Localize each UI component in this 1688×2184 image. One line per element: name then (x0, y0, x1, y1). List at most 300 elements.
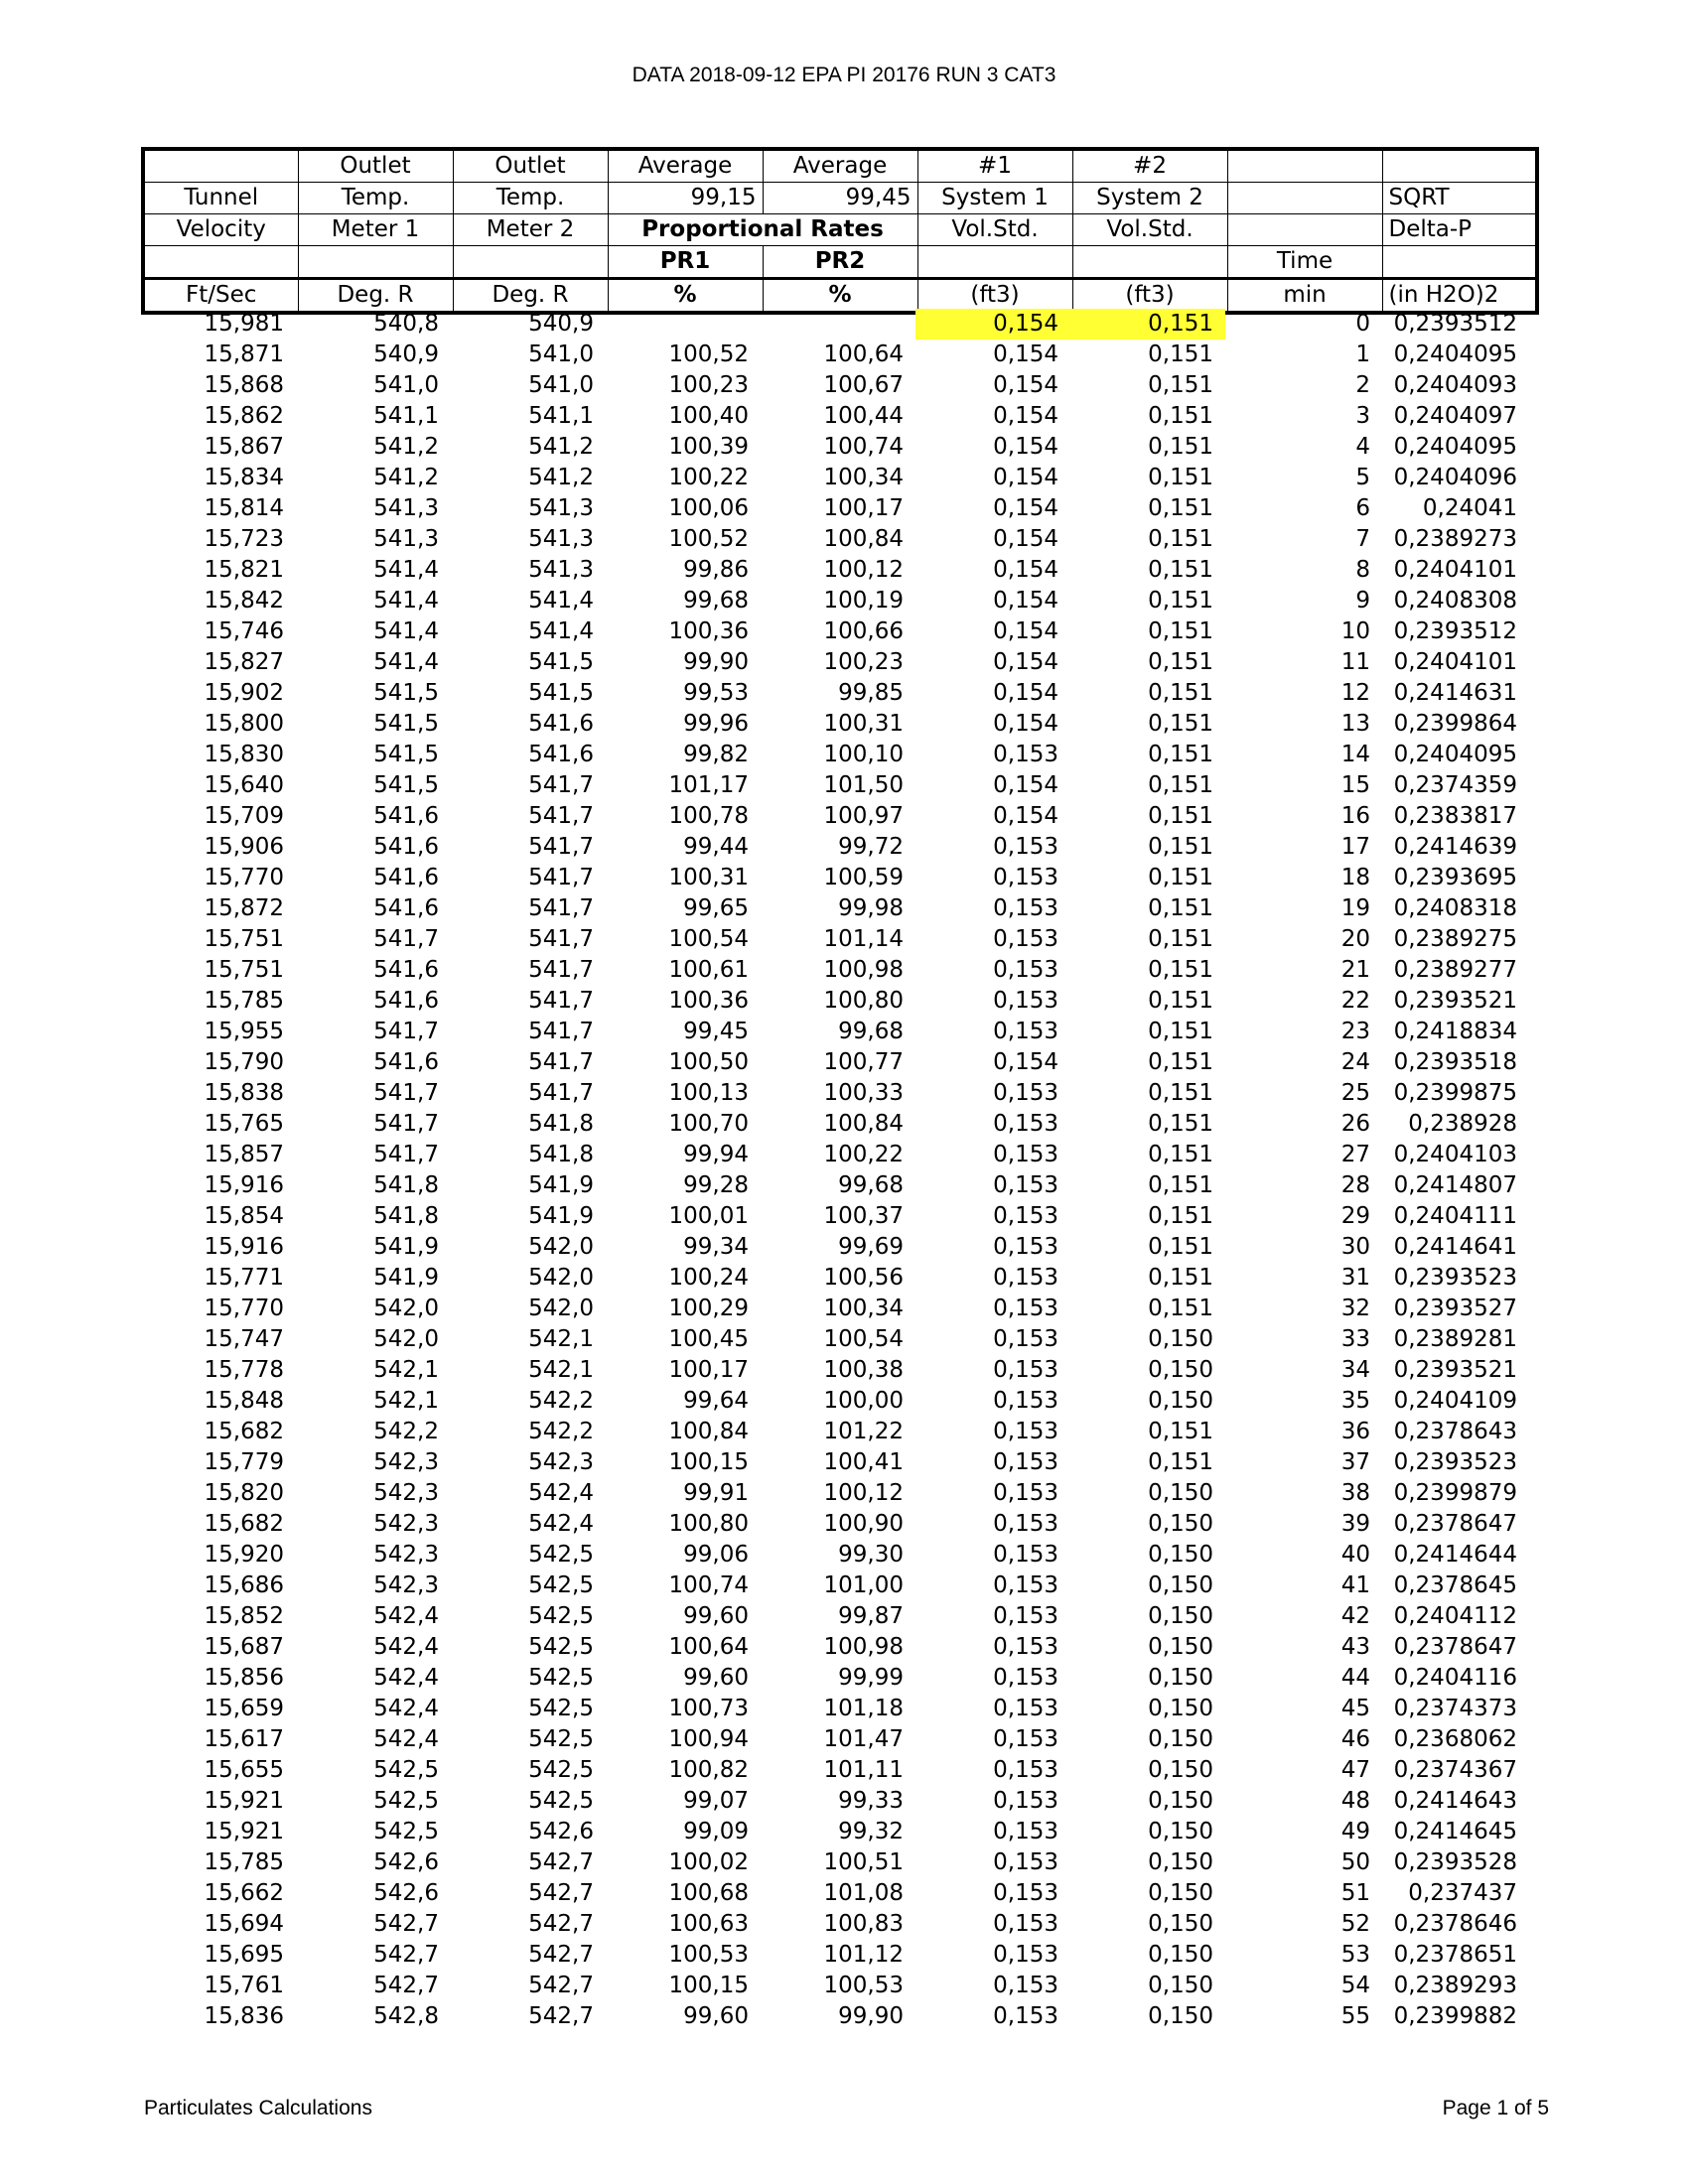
pr2-cell: 100,33 (823, 1080, 904, 1106)
time-cell: 37 (1340, 1449, 1370, 1475)
pr1-cell: 99,60 (683, 1603, 749, 1629)
pr1-cell: 100,61 (668, 957, 749, 983)
meter1-temp-cell: 541,6 (373, 1049, 439, 1075)
pr2-cell: 100,38 (823, 1357, 904, 1383)
pr1-cell: 100,31 (668, 865, 749, 890)
pr2-cell: 99,68 (838, 1019, 904, 1044)
meter1-temp-cell: 541,3 (373, 495, 439, 521)
system2-volume-cell: 0,151 (1148, 526, 1213, 552)
header-cell (143, 149, 298, 183)
time-cell: 22 (1340, 988, 1370, 1014)
table-row (145, 801, 1527, 832)
velocity-cell: 15,868 (204, 372, 284, 398)
table-row (145, 1909, 1527, 1940)
time-cell: 32 (1340, 1296, 1370, 1321)
time-cell: 3 (1355, 403, 1370, 429)
table-row (145, 2001, 1527, 2032)
system1-volume-cell: 0,154 (993, 649, 1058, 675)
meter2-temp-cell: 542,0 (528, 1234, 594, 1260)
meter1-temp-cell: 541,7 (373, 1019, 439, 1044)
velocity-cell: 15,751 (204, 957, 284, 983)
sqrt-delta-p-cell: 0,2414641 (1393, 1234, 1517, 1260)
system2-volume-cell: 0,151 (1148, 434, 1213, 460)
velocity-cell: 15,771 (204, 1265, 284, 1291)
sqrt-delta-p-cell: 0,2414631 (1393, 680, 1517, 706)
time-cell: 20 (1340, 926, 1370, 952)
pr2-cell: 99,99 (838, 1665, 904, 1691)
time-cell: 46 (1340, 1726, 1370, 1752)
meter1-temp-cell: 541,2 (373, 434, 439, 460)
system2-volume-cell: 0,150 (1148, 1911, 1213, 1937)
meter1-temp-cell: 542,2 (373, 1419, 439, 1444)
velocity-cell: 15,790 (204, 1049, 284, 1075)
system2-volume-cell: 0,150 (1148, 1696, 1213, 1721)
system2-volume-cell: 0,151 (1148, 1419, 1213, 1444)
header-cell: Time (1227, 246, 1382, 279)
meter2-temp-cell: 542,7 (528, 1880, 594, 1906)
header-cell: Vol.Std. (917, 214, 1072, 246)
header-cell (1382, 246, 1537, 279)
meter1-temp-cell: 540,8 (373, 311, 439, 337)
system2-volume-cell: 0,151 (1148, 557, 1213, 583)
velocity-cell: 15,687 (204, 1634, 284, 1660)
average-pr1-value: 99,15 (608, 183, 763, 214)
system2-volume-cell: 0,151 (1148, 1172, 1213, 1198)
sqrt-delta-p-cell: 0,2389273 (1393, 526, 1517, 552)
meter2-temp-cell: 542,3 (528, 1449, 594, 1475)
system1-volume-cell: 0,154 (993, 772, 1058, 798)
pr1-cell: 100,22 (668, 465, 749, 490)
pr2-cell: 100,90 (823, 1511, 904, 1537)
velocity-cell: 15,765 (204, 1111, 284, 1137)
header-cell: Velocity (143, 214, 298, 246)
meter1-temp-cell: 542,3 (373, 1572, 439, 1598)
time-cell: 51 (1340, 1880, 1370, 1906)
system1-volume-cell: 0,153 (993, 1080, 1058, 1106)
velocity-cell: 15,827 (204, 649, 284, 675)
header-row-5 (143, 279, 1537, 314)
meter2-temp-cell: 542,0 (528, 1296, 594, 1321)
meter2-temp-cell: 542,7 (528, 1849, 594, 1875)
pr1-cell: 100,63 (668, 1911, 749, 1937)
table-row (145, 740, 1527, 770)
velocity-cell: 15,820 (204, 1480, 284, 1506)
pr1-cell: 100,78 (668, 803, 749, 829)
meter1-temp-cell: 541,6 (373, 834, 439, 860)
system2-volume-cell: 0,151 (1148, 649, 1213, 675)
meter2-temp-cell: 541,2 (528, 434, 594, 460)
meter2-temp-cell: 542,5 (528, 1634, 594, 1660)
system2-volume-cell: 0,150 (1148, 1942, 1213, 1968)
table-row (145, 1817, 1527, 1847)
table-row (145, 1786, 1527, 1817)
pr2-cell: 99,68 (838, 1172, 904, 1198)
system2-volume-cell: 0,151 (1148, 1019, 1213, 1044)
meter2-temp-cell: 541,7 (528, 1080, 594, 1106)
pr2-cell: 101,12 (823, 1942, 904, 1968)
table-row (145, 1232, 1527, 1263)
sqrt-delta-p-cell: 0,2378645 (1393, 1572, 1517, 1598)
header-cell: Ft/Sec (143, 279, 298, 314)
pr2-cell: 99,87 (838, 1603, 904, 1629)
pr2-cell: 100,84 (823, 1111, 904, 1137)
sqrt-delta-p-cell: 0,2404111 (1393, 1203, 1517, 1229)
velocity-cell: 15,955 (204, 1019, 284, 1044)
velocity-cell: 15,770 (204, 865, 284, 890)
meter2-temp-cell: 541,2 (528, 465, 594, 490)
velocity-cell: 15,709 (204, 803, 284, 829)
system1-volume-cell: 0,154 (993, 526, 1058, 552)
pr1-cell: 100,15 (668, 1973, 749, 1998)
system2-volume-cell: 0,151 (1148, 680, 1213, 706)
meter1-temp-cell: 542,4 (373, 1696, 439, 1721)
pr2-cell: 100,41 (823, 1449, 904, 1475)
header-cell (1227, 214, 1382, 246)
header-cell: Meter 2 (453, 214, 608, 246)
meter2-temp-cell: 541,5 (528, 680, 594, 706)
pr1-cell: 100,02 (668, 1849, 749, 1875)
sqrt-delta-p-cell: 0,2414644 (1393, 1542, 1517, 1568)
header-row-3 (143, 214, 1537, 246)
sqrt-delta-p-cell: 0,2389275 (1393, 926, 1517, 952)
velocity-cell: 15,834 (204, 465, 284, 490)
pr1-cell: 100,15 (668, 1449, 749, 1475)
document-title: DATA 2018-09-12 EPA PI 20176 RUN 3 CAT3 (632, 64, 1056, 86)
system1-volume-cell: 0,153 (993, 1142, 1058, 1167)
table-row (145, 1047, 1527, 1078)
meter2-temp-cell: 541,7 (528, 772, 594, 798)
meter2-temp-cell: 541,8 (528, 1142, 594, 1167)
velocity-cell: 15,830 (204, 742, 284, 767)
velocity-cell: 15,852 (204, 1603, 284, 1629)
system2-volume-cell: 0,151 (1148, 834, 1213, 860)
system2-volume-cell: 0,150 (1148, 1542, 1213, 1568)
velocity-cell: 15,862 (204, 403, 284, 429)
velocity-cell: 15,694 (204, 1911, 284, 1937)
sqrt-delta-p-cell: 0,2404095 (1393, 434, 1517, 460)
sqrt-delta-p-cell: 0,2374373 (1393, 1696, 1517, 1721)
time-cell: 17 (1340, 834, 1370, 860)
time-cell: 14 (1340, 742, 1370, 767)
system2-volume-cell: 0,151 (1148, 742, 1213, 767)
header-cell: Deg. R (453, 279, 608, 314)
system2-volume-cell: 0,151 (1148, 1049, 1213, 1075)
pr2-cell: 100,10 (823, 742, 904, 767)
header-cell: Outlet (298, 149, 453, 183)
table-row (145, 1263, 1527, 1294)
system1-volume-cell: 0,154 (993, 557, 1058, 583)
meter1-temp-cell: 542,6 (373, 1849, 439, 1875)
velocity-cell: 15,682 (204, 1511, 284, 1537)
pr1-cell: 99,34 (683, 1234, 749, 1260)
table-row (145, 1294, 1527, 1324)
velocity-cell: 15,921 (204, 1788, 284, 1814)
system2-volume-cell: 0,150 (1148, 1726, 1213, 1752)
pr1-cell: 99,96 (683, 711, 749, 737)
meter2-temp-cell: 542,5 (528, 1726, 594, 1752)
meter1-temp-cell: 541,7 (373, 1080, 439, 1106)
meter2-temp-cell: 542,7 (528, 1911, 594, 1937)
pr1-cell: 99,94 (683, 1142, 749, 1167)
meter1-temp-cell: 541,5 (373, 680, 439, 706)
table-row (145, 770, 1527, 801)
velocity-cell: 15,814 (204, 495, 284, 521)
sqrt-delta-p-cell: 0,2399879 (1393, 1480, 1517, 1506)
system1-volume-cell: 0,153 (993, 1819, 1058, 1844)
pr2-cell: 100,66 (823, 618, 904, 644)
pr2-cell: 100,31 (823, 711, 904, 737)
header-cell: Average (763, 149, 917, 183)
pr1-cell: 100,73 (668, 1696, 749, 1721)
time-cell: 2 (1355, 372, 1370, 398)
system2-volume-cell: 0,150 (1148, 1634, 1213, 1660)
meter1-temp-cell: 542,3 (373, 1511, 439, 1537)
system1-volume-cell: 0,153 (993, 1696, 1058, 1721)
pr2-cell: 99,72 (838, 834, 904, 860)
meter2-temp-cell: 541,7 (528, 1049, 594, 1075)
sqrt-delta-p-cell: 0,2378651 (1393, 1942, 1517, 1968)
table-row (145, 986, 1527, 1017)
pr1-cell: 100,06 (668, 495, 749, 521)
system2-volume-cell: 0,151 (1148, 465, 1213, 490)
system2-volume-cell: 0,150 (1148, 1757, 1213, 1783)
meter1-temp-cell: 542,3 (373, 1542, 439, 1568)
time-cell: 44 (1340, 1665, 1370, 1691)
meter1-temp-cell: 542,4 (373, 1634, 439, 1660)
sqrt-delta-p-cell: 0,2368062 (1393, 1726, 1517, 1752)
table-row (145, 1601, 1527, 1632)
system1-volume-cell: 0,153 (993, 2003, 1058, 2029)
time-cell: 9 (1355, 588, 1370, 614)
sqrt-delta-p-cell: 0,2404095 (1393, 742, 1517, 767)
velocity-cell: 15,836 (204, 2003, 284, 2029)
velocity-cell: 15,746 (204, 618, 284, 644)
meter2-temp-cell: 542,5 (528, 1572, 594, 1598)
velocity-cell: 15,682 (204, 1419, 284, 1444)
pr1-cell: 99,60 (683, 2003, 749, 2029)
velocity-cell: 15,770 (204, 1296, 284, 1321)
pr2-cell: 101,11 (823, 1757, 904, 1783)
meter1-temp-cell: 541,5 (373, 711, 439, 737)
pr1-cell: 100,39 (668, 434, 749, 460)
system2-volume-cell: 0,151 (1148, 1203, 1213, 1229)
sqrt-delta-p-cell: 0,2404093 (1393, 372, 1517, 398)
pr1-cell: 100,40 (668, 403, 749, 429)
sqrt-delta-p-cell: 0,2393527 (1393, 1296, 1517, 1321)
time-cell: 28 (1340, 1172, 1370, 1198)
system2-volume-cell: 0,150 (1148, 1849, 1213, 1875)
system1-volume-cell: 0,153 (993, 1603, 1058, 1629)
pr1-cell: 99,68 (683, 588, 749, 614)
pr1-cell: 100,52 (668, 341, 749, 367)
meter2-temp-cell: 541,3 (528, 495, 594, 521)
meter1-temp-cell: 542,7 (373, 1942, 439, 1968)
meter2-temp-cell: 541,7 (528, 834, 594, 860)
table-row (145, 1540, 1527, 1570)
system1-volume-cell: 0,154 (915, 309, 1070, 340)
system2-volume-cell: 0,151 (1148, 803, 1213, 829)
pr1-cell: 99,06 (683, 1542, 749, 1568)
header-cell: SQRT (1382, 183, 1537, 214)
header-cell: Delta-P (1382, 214, 1537, 246)
sqrt-delta-p-cell: 0,2393523 (1393, 1265, 1517, 1291)
meter2-temp-cell: 542,5 (528, 1788, 594, 1814)
table-row (145, 1663, 1527, 1694)
system1-volume-cell: 0,153 (993, 957, 1058, 983)
table-row (145, 1447, 1527, 1478)
pr1-cell: 99,44 (683, 834, 749, 860)
pr2-cell: 100,17 (823, 495, 904, 521)
sqrt-delta-p-cell: 0,2414807 (1393, 1172, 1517, 1198)
system1-volume-cell: 0,153 (993, 1111, 1058, 1137)
meter1-temp-cell: 542,0 (373, 1296, 439, 1321)
pr1-cell: 100,74 (668, 1572, 749, 1598)
system2-volume-cell: 0,151 (1148, 772, 1213, 798)
meter1-temp-cell: 540,9 (373, 341, 439, 367)
table-row (145, 555, 1527, 586)
meter1-temp-cell: 541,3 (373, 526, 439, 552)
velocity-cell: 15,921 (204, 1819, 284, 1844)
system2-volume-cell: 0,150 (1148, 2003, 1213, 2029)
velocity-cell: 15,842 (204, 588, 284, 614)
meter2-temp-cell: 541,5 (528, 649, 594, 675)
meter1-temp-cell: 541,6 (373, 803, 439, 829)
pr1-cell: 100,53 (668, 1942, 749, 1968)
meter2-temp-cell: 541,7 (528, 895, 594, 921)
meter2-temp-cell: 541,0 (528, 341, 594, 367)
table-row (145, 309, 1527, 340)
velocity-cell: 15,906 (204, 834, 284, 860)
pr2-cell: 100,23 (823, 649, 904, 675)
velocity-cell: 15,659 (204, 1696, 284, 1721)
table-row (145, 1478, 1527, 1509)
time-cell: 31 (1340, 1265, 1370, 1291)
average-pr2-value: 99,45 (763, 183, 917, 214)
pr2-cell: 100,98 (823, 957, 904, 983)
system1-volume-cell: 0,154 (993, 588, 1058, 614)
sqrt-delta-p-cell: 0,2404097 (1393, 403, 1517, 429)
meter2-temp-cell: 541,3 (528, 526, 594, 552)
table-row (145, 524, 1527, 555)
table-row (145, 863, 1527, 893)
header-cell: Temp. (453, 183, 608, 214)
velocity-cell: 15,655 (204, 1757, 284, 1783)
header-cell (298, 246, 453, 279)
velocity-cell: 15,751 (204, 926, 284, 952)
time-cell: 43 (1340, 1634, 1370, 1660)
header-cell (453, 246, 608, 279)
meter1-temp-cell: 542,7 (373, 1911, 439, 1937)
meter1-temp-cell: 541,6 (373, 957, 439, 983)
header-cell: % (608, 279, 763, 314)
pr2-cell: 101,18 (823, 1696, 904, 1721)
pr1-cell: 99,28 (683, 1172, 749, 1198)
system1-volume-cell: 0,153 (993, 1634, 1058, 1660)
velocity-cell: 15,916 (204, 1172, 284, 1198)
system1-volume-cell: 0,154 (993, 403, 1058, 429)
system1-volume-cell: 0,153 (993, 1942, 1058, 1968)
meter2-temp-cell: 542,7 (528, 1973, 594, 1998)
pr1-cell: 100,82 (668, 1757, 749, 1783)
meter1-temp-cell: 542,1 (373, 1357, 439, 1383)
time-cell: 4 (1355, 434, 1370, 460)
sqrt-delta-p-cell: 0,2414639 (1393, 834, 1517, 860)
time-cell: 26 (1340, 1111, 1370, 1137)
table-row (145, 1509, 1527, 1540)
header-cell: Tunnel (143, 183, 298, 214)
header-cell: (ft3) (917, 279, 1072, 314)
time-cell: 0 (1355, 311, 1370, 337)
meter2-temp-cell: 541,7 (528, 926, 594, 952)
system1-volume-cell: 0,153 (993, 988, 1058, 1014)
pr1-cell: 100,50 (668, 1049, 749, 1075)
sqrt-delta-p-cell: 0,238928 (1408, 1111, 1517, 1137)
table-row (145, 955, 1527, 986)
velocity-cell: 15,920 (204, 1542, 284, 1568)
header-cell: Vol.Std. (1072, 214, 1227, 246)
velocity-cell: 15,617 (204, 1726, 284, 1752)
sqrt-delta-p-cell: 0,2393521 (1393, 1357, 1517, 1383)
header-cell: PR1 (608, 246, 763, 279)
pr2-cell: 101,08 (823, 1880, 904, 1906)
time-cell: 38 (1340, 1480, 1370, 1506)
table-row (145, 924, 1527, 955)
system2-volume-cell: 0,151 (1148, 957, 1213, 983)
pr2-cell: 100,12 (823, 557, 904, 583)
system2-volume-cell: 0,151 (1148, 588, 1213, 614)
pr1-cell: 99,86 (683, 557, 749, 583)
pr1-cell: 100,13 (668, 1080, 749, 1106)
velocity-cell: 15,981 (204, 311, 284, 337)
pr1-cell: 100,52 (668, 526, 749, 552)
system2-volume-cell: 0,150 (1148, 1511, 1213, 1537)
system2-volume-cell: 0,151 (1148, 988, 1213, 1014)
system1-volume-cell: 0,153 (993, 1388, 1058, 1414)
pr1-cell: 99,09 (683, 1819, 749, 1844)
system1-volume-cell: 0,154 (993, 341, 1058, 367)
pr1-cell: 101,17 (668, 772, 749, 798)
pr2-cell: 100,00 (823, 1388, 904, 1414)
time-cell: 39 (1340, 1511, 1370, 1537)
system2-volume-cell: 0,151 (1148, 403, 1213, 429)
pr2-cell: 101,14 (823, 926, 904, 952)
meter2-temp-cell: 541,3 (528, 557, 594, 583)
header-row-1 (143, 149, 1537, 183)
pr2-cell: 100,74 (823, 434, 904, 460)
header-cell: #1 (917, 149, 1072, 183)
time-cell: 24 (1340, 1049, 1370, 1075)
table-row (145, 1878, 1527, 1909)
sqrt-delta-p-cell: 0,2393512 (1393, 618, 1517, 644)
pr2-cell: 100,59 (823, 865, 904, 890)
system2-volume-cell: 0,151 (1148, 1142, 1213, 1167)
meter2-temp-cell: 541,6 (528, 711, 594, 737)
pr2-cell: 99,33 (838, 1788, 904, 1814)
pr1-cell: 99,91 (683, 1480, 749, 1506)
pr2-cell (761, 309, 915, 340)
sqrt-delta-p-cell: 0,2399875 (1393, 1080, 1517, 1106)
time-cell: 34 (1340, 1357, 1370, 1383)
pr2-cell: 100,67 (823, 372, 904, 398)
pr1-cell: 100,45 (668, 1326, 749, 1352)
header-cell (1072, 246, 1227, 279)
meter1-temp-cell: 541,0 (373, 372, 439, 398)
sqrt-delta-p-cell: 0,2404116 (1393, 1665, 1517, 1691)
system2-volume-cell: 0,151 (1148, 1265, 1213, 1291)
time-cell: 48 (1340, 1788, 1370, 1814)
time-cell: 41 (1340, 1572, 1370, 1598)
system1-volume-cell: 0,154 (993, 618, 1058, 644)
